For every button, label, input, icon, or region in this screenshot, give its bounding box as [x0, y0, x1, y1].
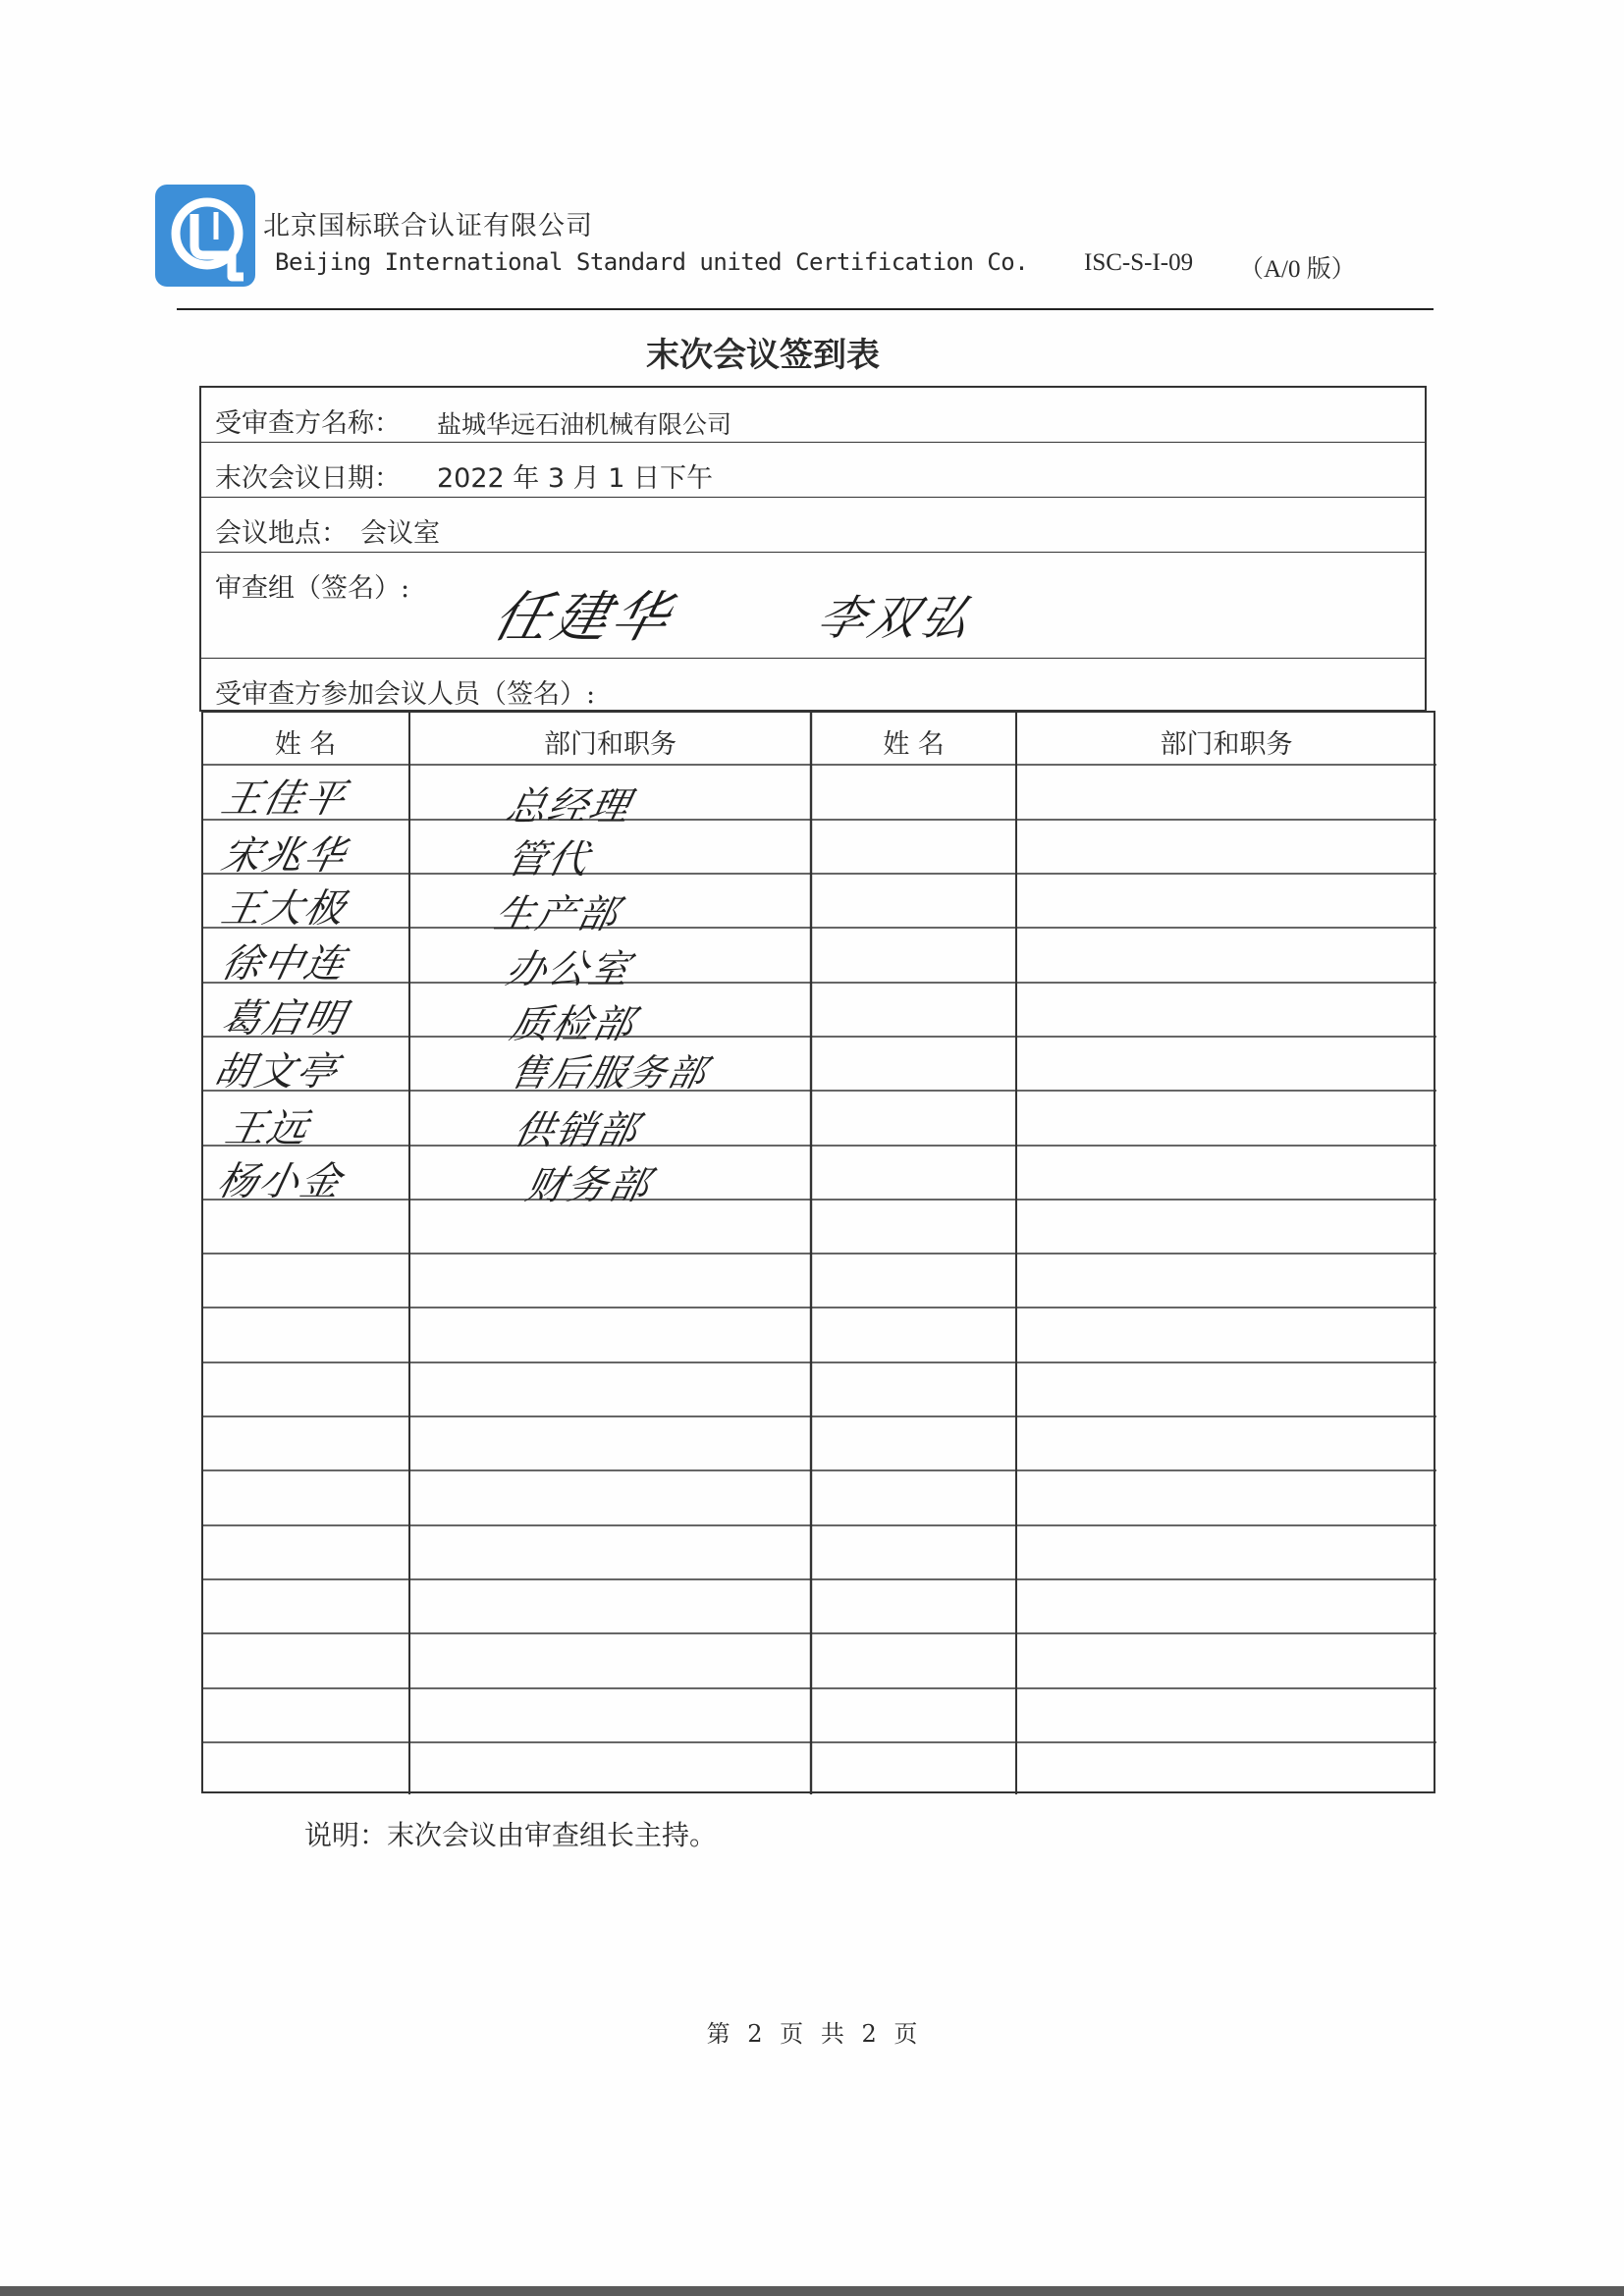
- current-page: 2: [747, 2020, 763, 2048]
- attendees-row: [201, 659, 1425, 714]
- attendee-dept-3: 生产部: [490, 892, 624, 937]
- total-word: 共: [820, 2020, 844, 2048]
- location-value: 会议室: [360, 518, 440, 549]
- attendees-label: 受审查方参加会议人员（签名）:: [215, 679, 596, 710]
- company-logo-icon: [155, 185, 255, 287]
- page-word: 页: [780, 2020, 804, 2048]
- attendee-name-5: 葛启明: [217, 996, 352, 1041]
- attendee-name-3: 王大极: [217, 886, 352, 932]
- table-grid-lines: [201, 711, 1436, 1794]
- attendee-name-7: 王远: [221, 1106, 314, 1151]
- attendee-dept-2: 管代: [502, 837, 595, 882]
- company-name-cn: 北京国标联合认证有限公司: [263, 211, 593, 241]
- company-name-en: Beijing International Standard united Certification Co.: [275, 248, 1029, 276]
- column-header-name-right: 姓 名: [883, 729, 945, 760]
- location-label: 会议地点：: [215, 518, 348, 549]
- attendance-table: [201, 711, 1436, 1794]
- attendee-dept-6: 售后服务部: [506, 1051, 712, 1095]
- column-header-dept-right: 部门和职务: [1160, 729, 1293, 760]
- attendee-dept-4: 办公室: [502, 947, 636, 992]
- meeting-note: 说明：末次会议由审查组长主持。: [304, 1819, 718, 1851]
- page-number: [0, 2014, 1624, 2049]
- attendee-dept-8: 财务部: [521, 1163, 656, 1208]
- scan-border: [0, 2286, 1624, 2296]
- audit-signature-2: 李双弘: [811, 591, 979, 646]
- attendee-name-4: 徐中连: [217, 941, 352, 987]
- total-pages: 2: [861, 2020, 877, 2048]
- page-suffix: 页: [893, 2020, 918, 2048]
- header-divider: [177, 308, 1434, 310]
- attendee-name-8: 杨小金: [213, 1159, 348, 1204]
- page-prefix: 第: [706, 2020, 731, 2048]
- attendee-name-2: 宋兆华: [217, 833, 352, 879]
- meeting-info-box: [199, 386, 1427, 712]
- audit-team-row: [201, 553, 1425, 659]
- date-row: [201, 443, 1425, 498]
- column-header-name-left: 姓 名: [274, 729, 337, 760]
- attendee-dept-5: 质检部: [506, 1002, 640, 1047]
- attendee-name-6: 胡文亭: [209, 1049, 344, 1095]
- column-header-dept-left: 部门和职务: [544, 729, 677, 760]
- attendee-dept-1: 总经理: [502, 784, 636, 829]
- date-value: 2022 年 3 月 1 日下午: [437, 463, 713, 494]
- form-title: 末次会议签到表: [646, 336, 880, 375]
- auditee-label: 受审查方名称：: [215, 408, 401, 439]
- attendee-name-1: 王佳平: [217, 776, 352, 822]
- auditee-value: 盐城华远石油机械有限公司: [437, 410, 732, 439]
- audit-signature-1: 任建华: [486, 586, 679, 650]
- attendee-dept-7: 供销部: [510, 1108, 644, 1153]
- date-label: 末次会议日期：: [215, 463, 401, 494]
- audit-team-label: 审查组（签名）:: [215, 573, 410, 604]
- location-row: [201, 498, 1425, 553]
- document-version: （A/0 版）: [1239, 256, 1356, 283]
- document-code: ISC-S-I-09: [1084, 249, 1194, 276]
- auditee-row: [201, 388, 1425, 443]
